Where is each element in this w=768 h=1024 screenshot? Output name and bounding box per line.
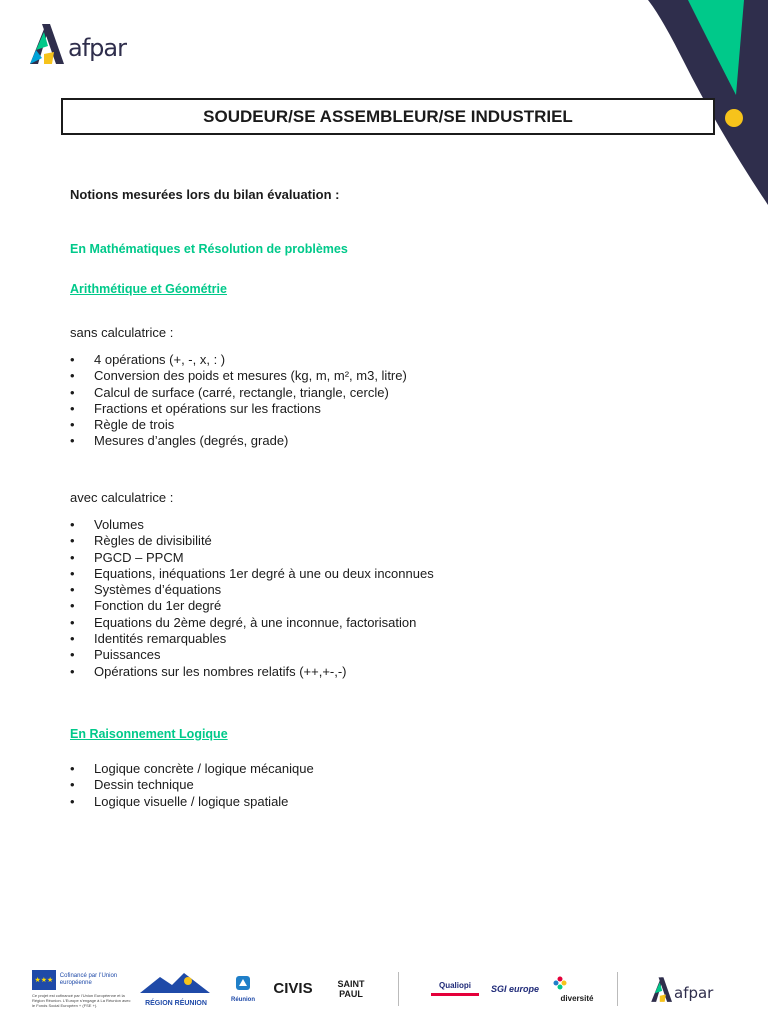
saint-paul-label: SAINT PAUL — [337, 979, 365, 999]
math-subheading: Arithmétique et Géométrie — [70, 282, 227, 296]
footer-afpar-icon — [650, 976, 672, 1002]
eu-logo — [32, 970, 132, 1008]
region-reunion-logo — [140, 971, 212, 1008]
diversite-flower-icon — [553, 976, 567, 990]
list-item: • Opérations sur les nombres relatifs (++,+-,-) — [70, 664, 434, 680]
logic-heading: En Raisonnement Logique — [70, 727, 228, 741]
civis-logo — [270, 980, 316, 998]
qualiopi-bar — [431, 993, 479, 996]
region-label: RÉGION RÉUNION — [145, 999, 207, 1007]
eu-small-text: Ce projet est cofinancé par l’Union Européenne et la Région Réunion. L’Europe s’engage à La Réunion avec le Fonds Social Européen + (FSE +). — [32, 993, 131, 1008]
list-item: • Dessin technique — [70, 777, 314, 793]
saint-paul-logo — [326, 979, 376, 999]
list-item: • 4 opérations (+, -, x, : ) — [70, 352, 407, 368]
without-calc-list — [70, 352, 407, 450]
intro-text: Notions mesurées lors du bilan évaluation : — [70, 187, 340, 202]
list-item: • Fractions et opérations sur les fractions — [70, 401, 407, 417]
civis-label: CIVIS — [273, 980, 313, 997]
qualiopi-logo — [431, 982, 479, 996]
list-item: • Règle de trois — [70, 417, 407, 433]
with-calc-label: avec calculatrice : — [70, 490, 174, 505]
afpar-logo-icon — [28, 22, 64, 64]
region-mountain-icon — [140, 971, 210, 995]
departement-label: Réunion — [231, 996, 255, 1003]
with-calc-list — [70, 517, 434, 680]
diversite-label: diversité — [560, 993, 594, 1003]
charte-diversite-logo — [553, 976, 601, 1003]
list-item: • Fonction du 1er degré — [70, 598, 434, 614]
math-heading: En Mathématiques et Résolution de problèmes — [70, 242, 348, 256]
eu-label: Cofinancé par l’Union européenne — [59, 973, 118, 986]
list-item: • Identités remarquables — [70, 631, 434, 647]
without-calc-label: sans calculatrice : — [70, 325, 174, 340]
list-item: • Systèmes d’équations — [70, 582, 434, 598]
list-item: • Règles de divisibilité — [70, 533, 434, 549]
list-item: • Puissances — [70, 647, 434, 663]
footer-divider — [617, 972, 618, 1006]
afpar-logo — [28, 20, 126, 64]
afpar-logo-text: afpar — [68, 34, 126, 62]
list-item: • Mesures d’angles (degrés, grade) — [70, 433, 407, 449]
list-item: • Equations, inéquations 1er degré à une ou deux inconnues — [70, 566, 434, 582]
list-item: • Conversion des poids et mesures (kg, m, m², m3, litre) — [70, 368, 407, 384]
sgi-label: SGI europe — [491, 984, 540, 994]
footer-afpar-logo — [650, 976, 713, 1002]
sgi-europe-logo — [491, 985, 539, 993]
departement-icon — [235, 975, 251, 991]
page-title-box — [61, 98, 715, 135]
page-title: SOUDEUR/SE ASSEMBLEUR/SE INDUSTRIEL — [203, 106, 573, 126]
list-item: • Equations du 2ème degré, à une inconnue, factorisation — [70, 615, 434, 631]
list-item: • PGCD – PPCM — [70, 550, 434, 566]
list-item: • Logique visuelle / logique spatiale — [70, 794, 314, 810]
eu-flag-icon: ★★★ — [32, 970, 56, 990]
footer-divider — [398, 972, 399, 1006]
list-item: • Volumes — [70, 517, 434, 533]
logic-list — [70, 761, 314, 810]
departement-logo — [226, 975, 260, 1004]
footer-logos — [32, 966, 742, 1012]
list-item: • Logique concrète / logique mécanique — [70, 761, 314, 777]
footer-afpar-text: afpar — [674, 984, 714, 1002]
qualiopi-label: Qualiopi — [439, 981, 471, 990]
list-item: • Calcul de surface (carré, rectangle, triangle, cercle) — [70, 385, 407, 401]
